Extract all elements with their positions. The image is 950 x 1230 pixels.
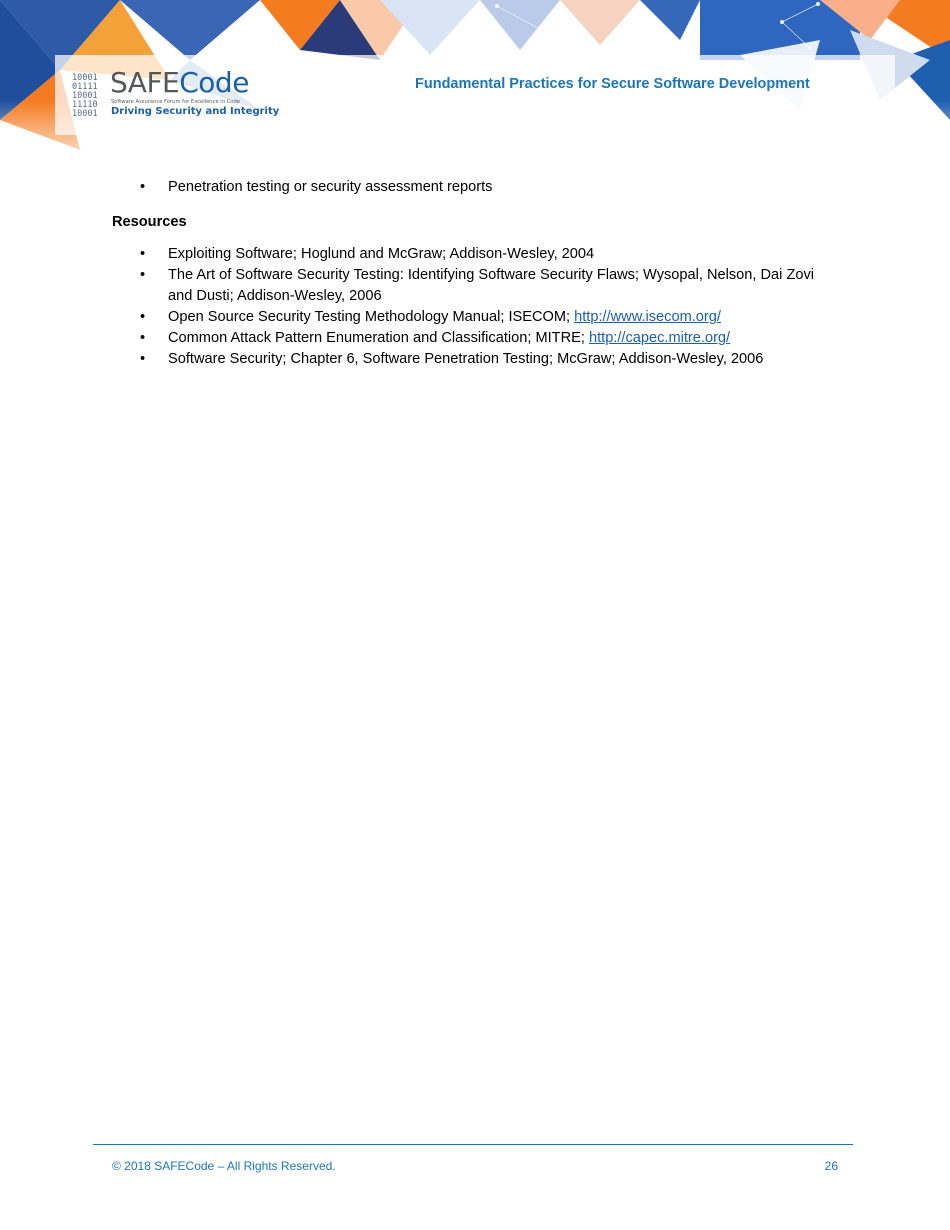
- intro-list: [112, 177, 842, 198]
- resources-list: [112, 244, 842, 370]
- isecom-link[interactable]: http://www.isecom.org/: [574, 309, 721, 325]
- logo-tagline: Driving Security and Integrity: [111, 106, 280, 117]
- logo-subtitle: Software Assurance Forum for Excellence in Code: [111, 99, 240, 105]
- page-number: 26: [824, 1159, 838, 1173]
- list-item: • Penetration testing or security assessment reports: [112, 177, 842, 198]
- document-title: Fundamental Practices for Secure Software Development: [415, 76, 810, 92]
- resource-item: • Software Security; Chapter 6, Software Penetration Testing; McGraw; Addison-Wesley, 2006: [112, 349, 842, 370]
- resource-text: Common Attack Pattern Enumeration and Classification; MITRE;: [168, 330, 589, 346]
- resource-item: • The Art of Software Security Testing: Identifying Software Security Flaws; Wysopal, Nelson, Dai Zovi and Dusti; Addison-Wesley, 2006: [112, 265, 842, 307]
- resources-heading: Resources: [112, 214, 187, 230]
- resource-item: • Exploiting Software; Hoglund and McGraw; Addison-Wesley, 2004: [112, 244, 842, 265]
- logo-wordmark: [110, 68, 249, 98]
- resource-item: [112, 307, 842, 328]
- resource-text: Open Source Security Testing Methodology Manual; ISECOM;: [168, 309, 575, 325]
- safecode-logo: [72, 66, 280, 122]
- resource-item: [112, 328, 842, 349]
- logo-binary-mark: 10001 01111 10001 11110 10001: [72, 73, 98, 119]
- footer-divider: [93, 1144, 853, 1145]
- footer-copyright: © 2018 SAFECode – All Rights Reserved.: [112, 1159, 336, 1173]
- header-banner: [0, 0, 950, 175]
- capec-link[interactable]: http://capec.mitre.org/: [588, 330, 731, 346]
- logo-safe: SAFE: [110, 66, 180, 99]
- logo-code: Code: [179, 66, 249, 99]
- page-content: [112, 177, 842, 370]
